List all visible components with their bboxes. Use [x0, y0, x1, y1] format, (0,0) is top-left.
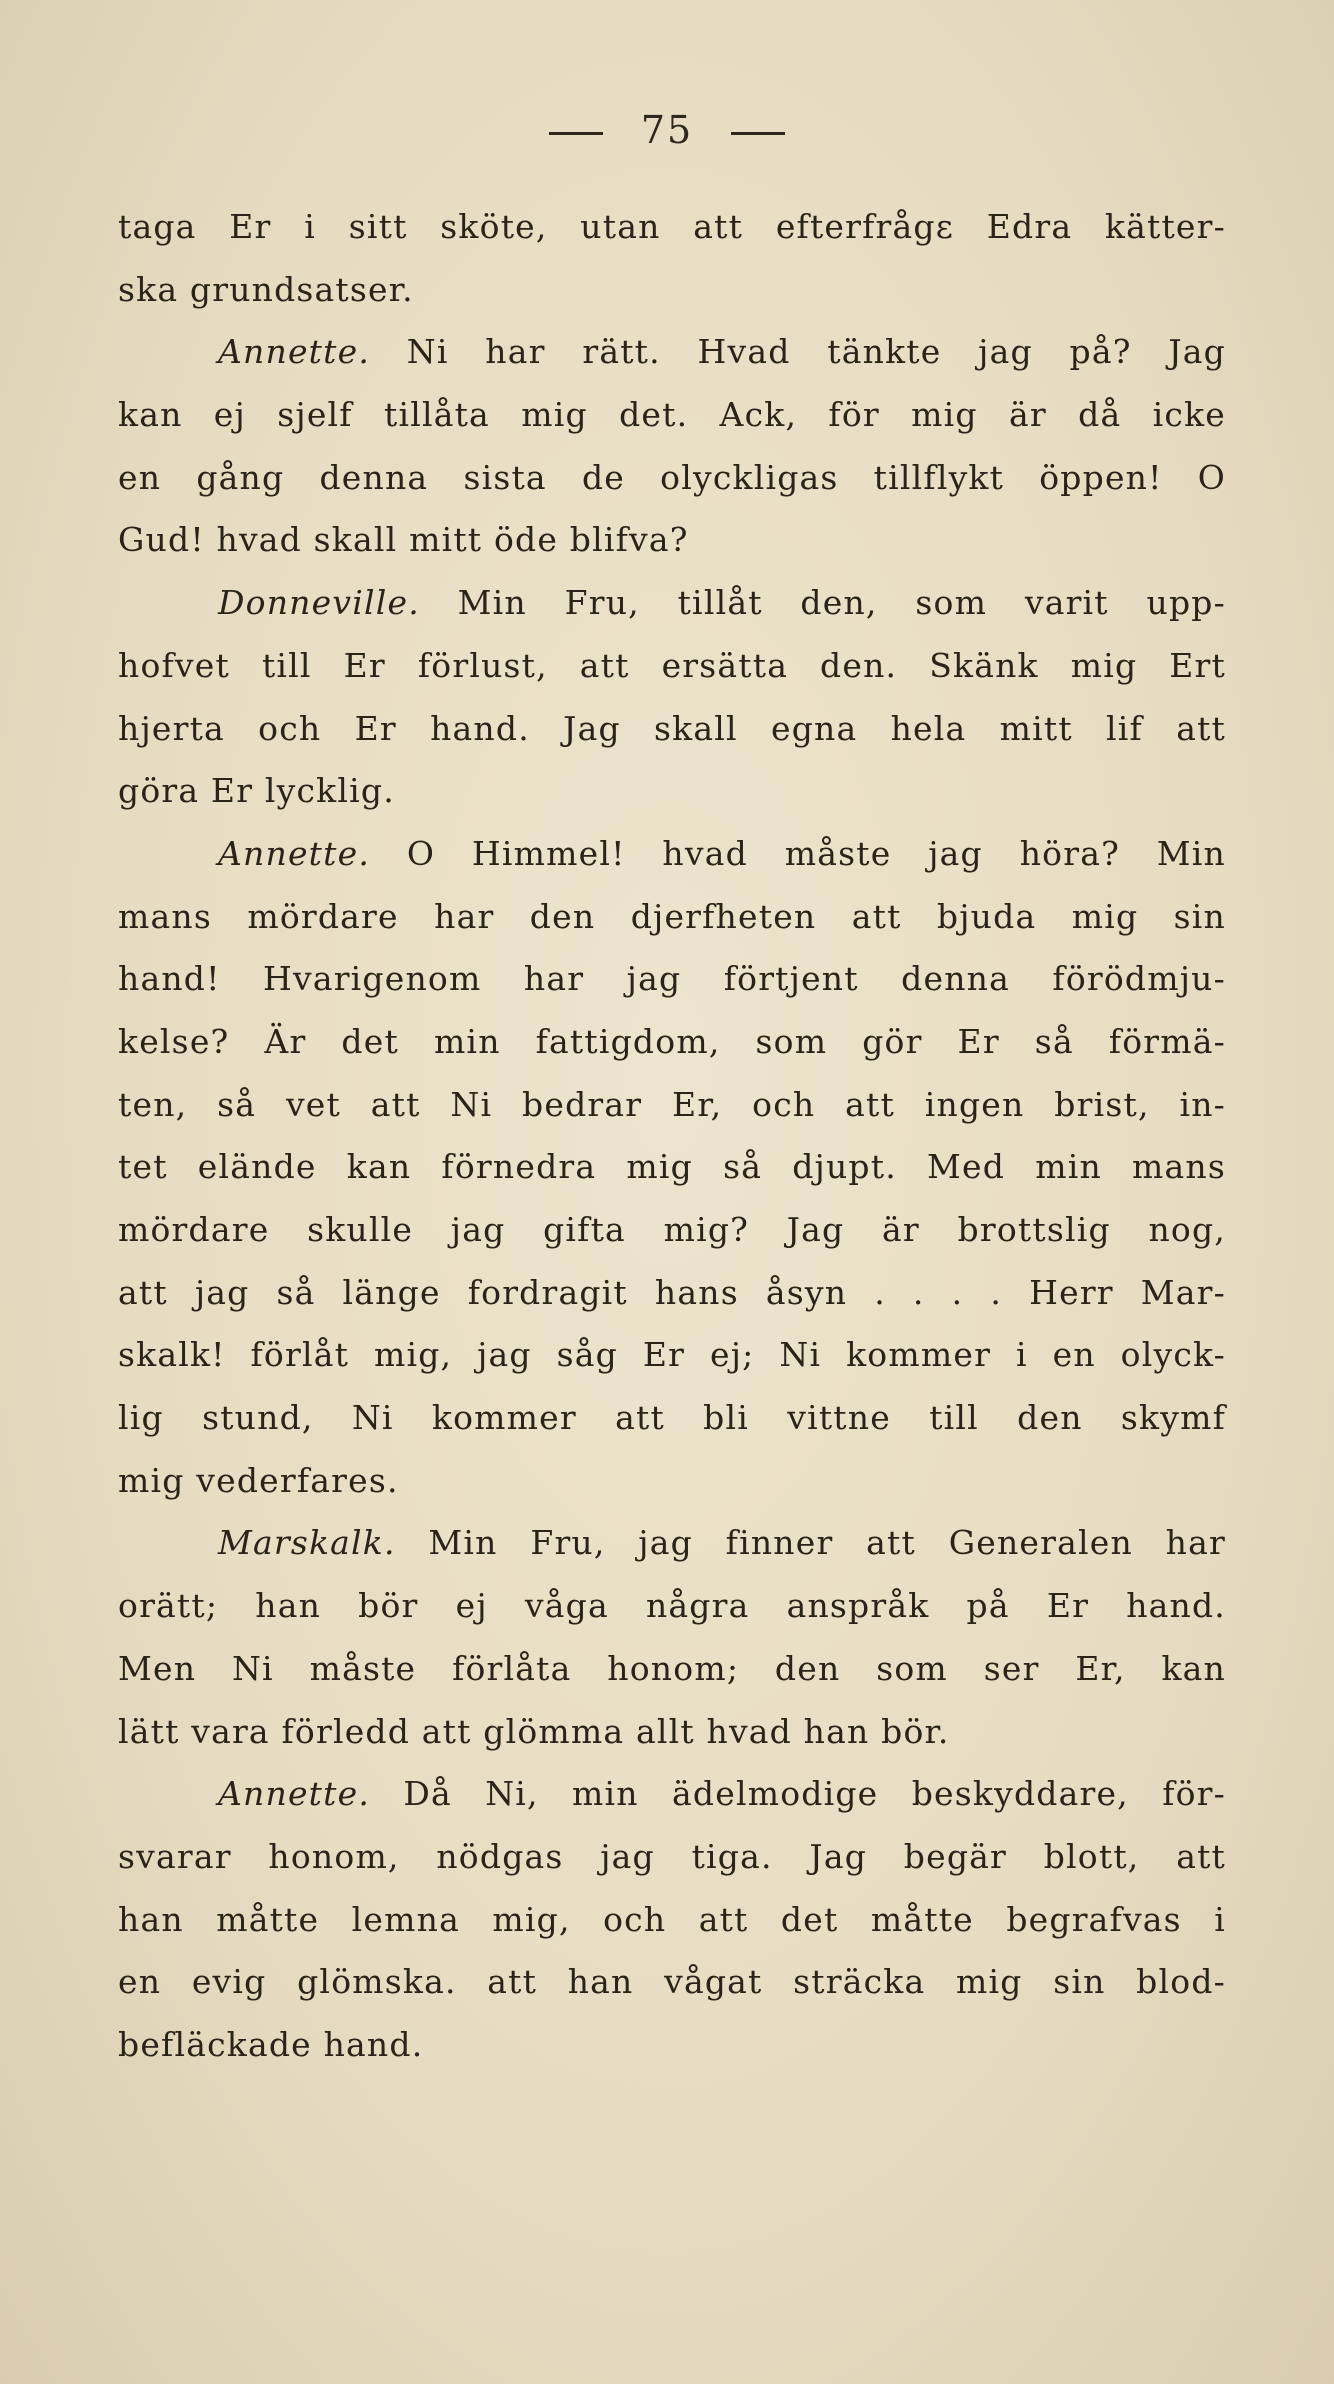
text-line: hofvet till Er förlust, att ersätta den. Skänk mig Ert — [118, 645, 1226, 685]
text-line: Marskalk. Min Fru, jag finner att Generalen har — [218, 1523, 1226, 1563]
text-line: Annette. Då Ni, min ädelmodige beskyddare, för- — [218, 1774, 1226, 1814]
text-line: mig vederfares. — [118, 1460, 399, 1500]
text-line: orätt; han bör ej våga några anspråk på Er hand. — [118, 1586, 1226, 1626]
text-line: Annette. Ni har rätt. Hvad tänkte jag på? Jag — [218, 332, 1226, 372]
text-line: kan ej sjelf tillåta mig det. Ack, för mig är då icke — [118, 395, 1226, 435]
page-number: 75 — [640, 108, 694, 152]
text-line: svarar honom, nödgas jag tiga. Jag begär blott, att — [118, 1836, 1226, 1876]
speaker-name: Annette. — [218, 332, 371, 372]
text-line: hjerta och Er hand. Jag skall egna hela mitt lif att — [118, 708, 1226, 748]
text-line: lätt vara förledd att glömma allt hvad han bör. — [118, 1711, 950, 1751]
text-line: befläckade hand. — [118, 2024, 424, 2064]
text-line: ska grundsatser. — [118, 269, 414, 309]
header-dash-right — [731, 132, 785, 135]
speaker-name: Marskalk. — [218, 1523, 396, 1563]
text-line: Donneville. Min Fru, tillåt den, som varit upp- — [218, 583, 1226, 623]
text-line: en gång denna sista de olyckligas tillflykt öppen! O — [118, 457, 1226, 497]
text-line: att jag så länge fordragit hans åsyn . . . . Herr Mar- — [118, 1272, 1226, 1312]
speaker-name: Donneville. — [218, 583, 420, 623]
text-line: en evig glömska. att han vågat sträcka mig sin blod- — [118, 1962, 1226, 2002]
header-dash-left — [549, 132, 603, 135]
page-header — [0, 108, 1334, 152]
text-line: Men Ni måste förlåta honom; den som ser Er, kan — [118, 1648, 1226, 1688]
text-line: mans mördare har den djerfheten att bjuda mig sin — [118, 896, 1226, 936]
text-line: ten, så vet att Ni bedrar Er, och att ingen brist, in- — [118, 1084, 1226, 1124]
body-text — [118, 196, 1226, 2077]
text-line: lig stund, Ni kommer att bli vittne till den skymf — [118, 1398, 1226, 1438]
text-line: Gud! hvad skall mitt öde blifva? — [118, 520, 689, 560]
text-line: mördare skulle jag gifta mig? Jag är brottslig nog, — [118, 1210, 1226, 1249]
text-line: taga Er i sitt sköte, utan att efterfrågε Edra kätter- — [118, 207, 1226, 246]
text-line: han måtte lemna mig, och att det måtte begrafvas i — [118, 1899, 1226, 1939]
speaker-name: Annette. — [218, 1774, 371, 1814]
text-line: skalk! förlåt mig, jag såg Er ej; Ni kommer i en olyck- — [118, 1335, 1226, 1375]
speaker-name: Annette. — [218, 833, 371, 873]
text-line: Annette. O Himmel! hvad måste jag höra? Min — [218, 833, 1226, 873]
text-line: tet elände kan förnedra mig så djupt. Med min mans — [118, 1147, 1226, 1187]
text-line: kelse? Är det min fattigdom, som gör Er så förmä- — [118, 1021, 1226, 1061]
text-line: göra Er lycklig. — [118, 771, 395, 811]
text-line: hand! Hvarigenom har jag förtjent denna förödmju- — [118, 959, 1226, 999]
